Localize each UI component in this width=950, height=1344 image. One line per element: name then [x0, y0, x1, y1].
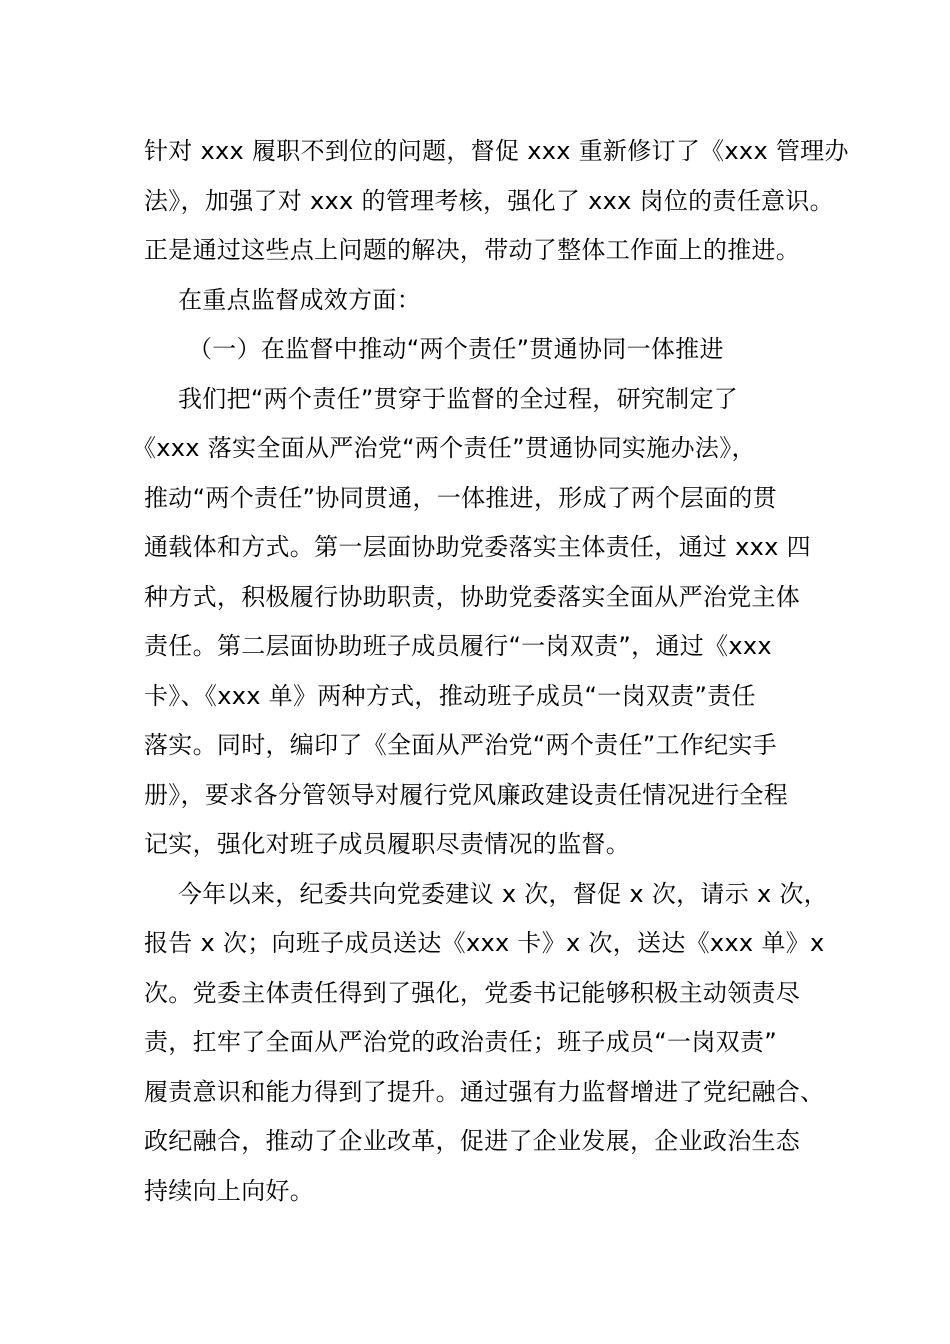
paragraph-start-line: 我们把“两个责任”贯穿于监督的全过程，研究制定了	[178, 384, 739, 413]
section-heading: （一）在监督中推动“两个责任”贯通协同一体推进	[188, 335, 724, 363]
text-line: 持续向上向好。	[144, 1176, 315, 1205]
text-line: 政纪融合，推动了企业改革，促进了企业发展，企业政治生态	[144, 1127, 801, 1155]
paragraph-start-line: 在重点监督成效方面：	[178, 285, 421, 314]
text-line: 报告 x 次；向班子成员送达《xxx 卡》x 次，送达《xxx 单》x	[144, 929, 825, 957]
body-text	[132, 127, 849, 1216]
paragraph-start-line: 今年以来，纪委共向党委建议 x 次，督促 x 次，请示 x 次，	[178, 879, 828, 908]
text-line: 次。党委主体责任得到了强化，党委书记能够积极主动领责尽	[144, 978, 801, 1007]
text-line: 卡》、《xxx 单》两种方式，推动班子成员“一岗双责”责任	[144, 681, 756, 710]
text-line: 正是通过这些点上问题的解决，带动了整体工作面上的推进。	[144, 236, 801, 264]
text-line: 册》，要求各分管领导对履行党风廉政建设责任情况进行全程	[144, 780, 789, 809]
text-line: 针对 xxx 履职不到位的问题，督促 xxx 重新修订了《xxx 管理办	[144, 137, 849, 165]
text-line: 推动“两个责任”协同贯通，一体推进，形成了两个层面的贯	[144, 483, 777, 512]
text-line: 《xxx 落实全面从严治党“两个责任”贯通协同实施办法》，	[132, 434, 756, 462]
text-line: 通载体和方式。第一层面协助党委落实主体责任，通过 xxx 四	[144, 533, 811, 561]
text-line: 种方式，积极履行协助职责，协助党委落实全面从严治党主体	[144, 582, 801, 611]
text-line: 责任。第二层面协助班子成员履行“一岗双责”，通过《xxx	[144, 632, 772, 660]
text-line: 落实。同时，编印了《全面从严治党“两个责任”工作纪实手	[144, 731, 777, 759]
text-line: 法》，加强了对 xxx 的管理考核，强化了 xxx 岗位的责任意识。	[144, 186, 834, 215]
text-line: 履责意识和能力得到了提升。通过强有力监督增进了党纪融合、	[144, 1077, 825, 1106]
text-line: 责，扛牢了全面从严治党的政治责任；班子成员“一岗双责”	[144, 1028, 777, 1056]
text-line: 记实，强化对班子成员履职尽责情况的监督。	[144, 830, 630, 858]
